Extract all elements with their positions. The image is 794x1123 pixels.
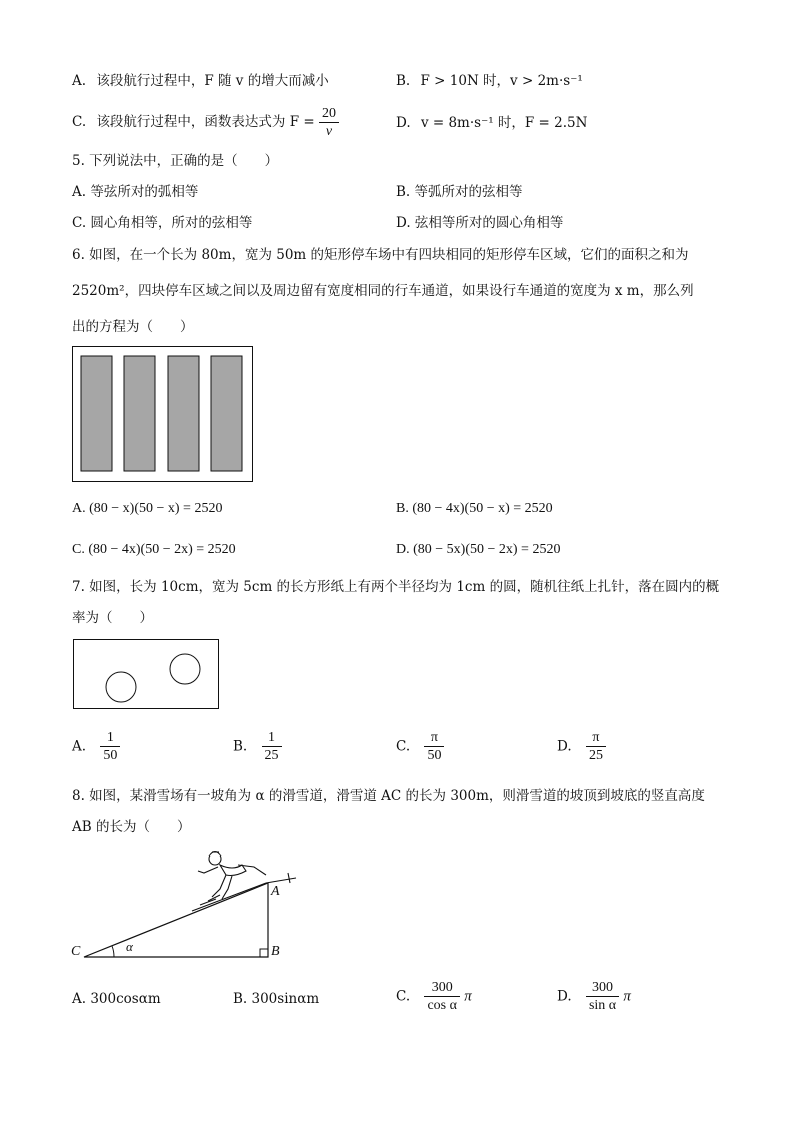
q8-option-d — [557, 979, 631, 1014]
parking-area-4 — [211, 356, 242, 471]
angle-arc — [112, 946, 114, 957]
q6-stem-line3: 出的方程为（ ） — [72, 319, 194, 335]
vertex-label-b: B — [271, 944, 280, 959]
vertex-label-c: C — [71, 944, 81, 959]
option-letter: C. — [396, 988, 411, 1005]
q8-option-c — [396, 979, 472, 1014]
slope-triangle — [84, 883, 268, 957]
q5-option-a: A. 等弦所对的弧相等 — [72, 184, 199, 200]
denominator: 50 — [103, 748, 118, 763]
fraction — [262, 729, 282, 764]
fraction — [586, 979, 619, 1014]
denominator: 25 — [588, 748, 603, 763]
option-text: F > 10N 时，v > 2m·s⁻¹ — [420, 73, 583, 89]
skier-icon — [192, 852, 296, 912]
q4-option-d — [396, 114, 587, 132]
option-letter: C. — [72, 114, 87, 130]
paper-rectangle — [74, 640, 219, 709]
circle-left — [106, 672, 136, 702]
denominator: sin α — [588, 998, 617, 1013]
parking-lot-figure — [72, 346, 254, 482]
option-text: v = 8m·s⁻¹ 时，F = 2.5N — [420, 115, 588, 131]
q5-option-d: D. 弦相等所对的圆心角相等 — [396, 215, 564, 231]
numerator: 300 — [586, 979, 619, 997]
denominator: v — [325, 124, 333, 139]
q8-option-b: B. 300sinαm — [233, 991, 320, 1007]
q6-option-b: B. (80 − 4x)(50 − x) = 2520 — [396, 501, 553, 516]
parking-area-1 — [81, 356, 112, 471]
q5-option-c: C. 圆心角相等，所对的弦相等 — [72, 215, 253, 231]
numerator: 20 — [319, 105, 339, 123]
denominator: cos α — [427, 998, 457, 1013]
q7-stem-line1: 7. 如图，长为 10cm，宽为 5cm 的长方形纸上有两个半径均为 1cm 的圆，随机往纸上扎针，落在圆内的概 — [72, 579, 720, 595]
parking-area-3 — [168, 356, 199, 471]
q8-stem-line2: AB 的长为（ ） — [72, 819, 191, 835]
q6-stem-line1: 6. 如图，在一个长为 80m，宽为 50m 的矩形停车场中有四块相同的矩形停车区域，它们的面积之和为 — [72, 247, 689, 263]
paper-circles-figure — [73, 639, 220, 710]
denominator: 50 — [427, 748, 442, 763]
q8-option-a: A. 300cosαm — [72, 991, 161, 1007]
q7-option-a — [72, 729, 120, 764]
numerator: π — [586, 729, 606, 747]
q5-stem: 5. 下列说法中，正确的是（ ） — [72, 153, 279, 169]
numerator: 1 — [100, 729, 120, 747]
fraction — [586, 729, 606, 764]
option-letter: D. — [557, 988, 572, 1005]
option-letter: C. — [396, 738, 411, 755]
option-letter: D. — [396, 115, 411, 131]
numerator: π — [424, 729, 444, 747]
parking-area-2 — [124, 356, 155, 471]
q6-option-a: A. (80 − x)(50 − x) = 2520 — [72, 501, 223, 516]
numerator: 300 — [424, 979, 460, 997]
q7-stem-line2: 率为（ ） — [72, 610, 153, 626]
option-letter: D. — [557, 738, 572, 755]
option-letter: B. — [233, 738, 248, 755]
pi-symbol: π — [464, 988, 472, 1005]
denominator: 25 — [264, 748, 279, 763]
q7-option-c — [396, 729, 444, 764]
circle-right — [170, 654, 200, 684]
q8-stem-line1: 8. 如图，某滑雪场有一坡角为 α 的滑雪道，滑雪道 AC 的长为 300m，则滑雪道的坡顶到坡底的竖直高度 — [72, 788, 705, 804]
pi-symbol: π — [623, 988, 631, 1005]
numerator: 1 — [262, 729, 282, 747]
fraction — [100, 729, 120, 764]
option-letter: B. — [396, 73, 411, 89]
q6-option-c: C. (80 − 4x)(50 − 2x) = 2520 — [72, 542, 236, 557]
q7-option-b — [233, 729, 282, 764]
q6-stem-line2: 2520m²，四块停车区域之间以及周边留有宽度相同的行车通道，如果设行车通道的宽度为 x m，那么列 — [72, 283, 694, 299]
option-letter: A. — [72, 73, 87, 89]
option-letter: A. — [72, 738, 87, 755]
fraction — [424, 979, 460, 1014]
option-text: 该段航行过程中，函数表达式为 F = — [96, 114, 315, 130]
right-angle-mark — [260, 949, 268, 957]
q7-option-d — [557, 729, 606, 764]
vertex-label-a: A — [271, 884, 280, 899]
q4-option-c — [72, 105, 339, 140]
q4-option-b — [396, 72, 583, 90]
angle-label-alpha: α — [126, 939, 133, 954]
fraction — [319, 105, 339, 140]
q5-option-b: B. 等弧所对的弦相等 — [396, 184, 523, 200]
q6-option-d: D. (80 − 5x)(50 − 2x) = 2520 — [396, 542, 561, 557]
option-text: 该段航行过程中，F 随 v 的增大而减小 — [96, 73, 329, 89]
q4-option-a — [72, 72, 329, 90]
fraction — [424, 729, 444, 764]
